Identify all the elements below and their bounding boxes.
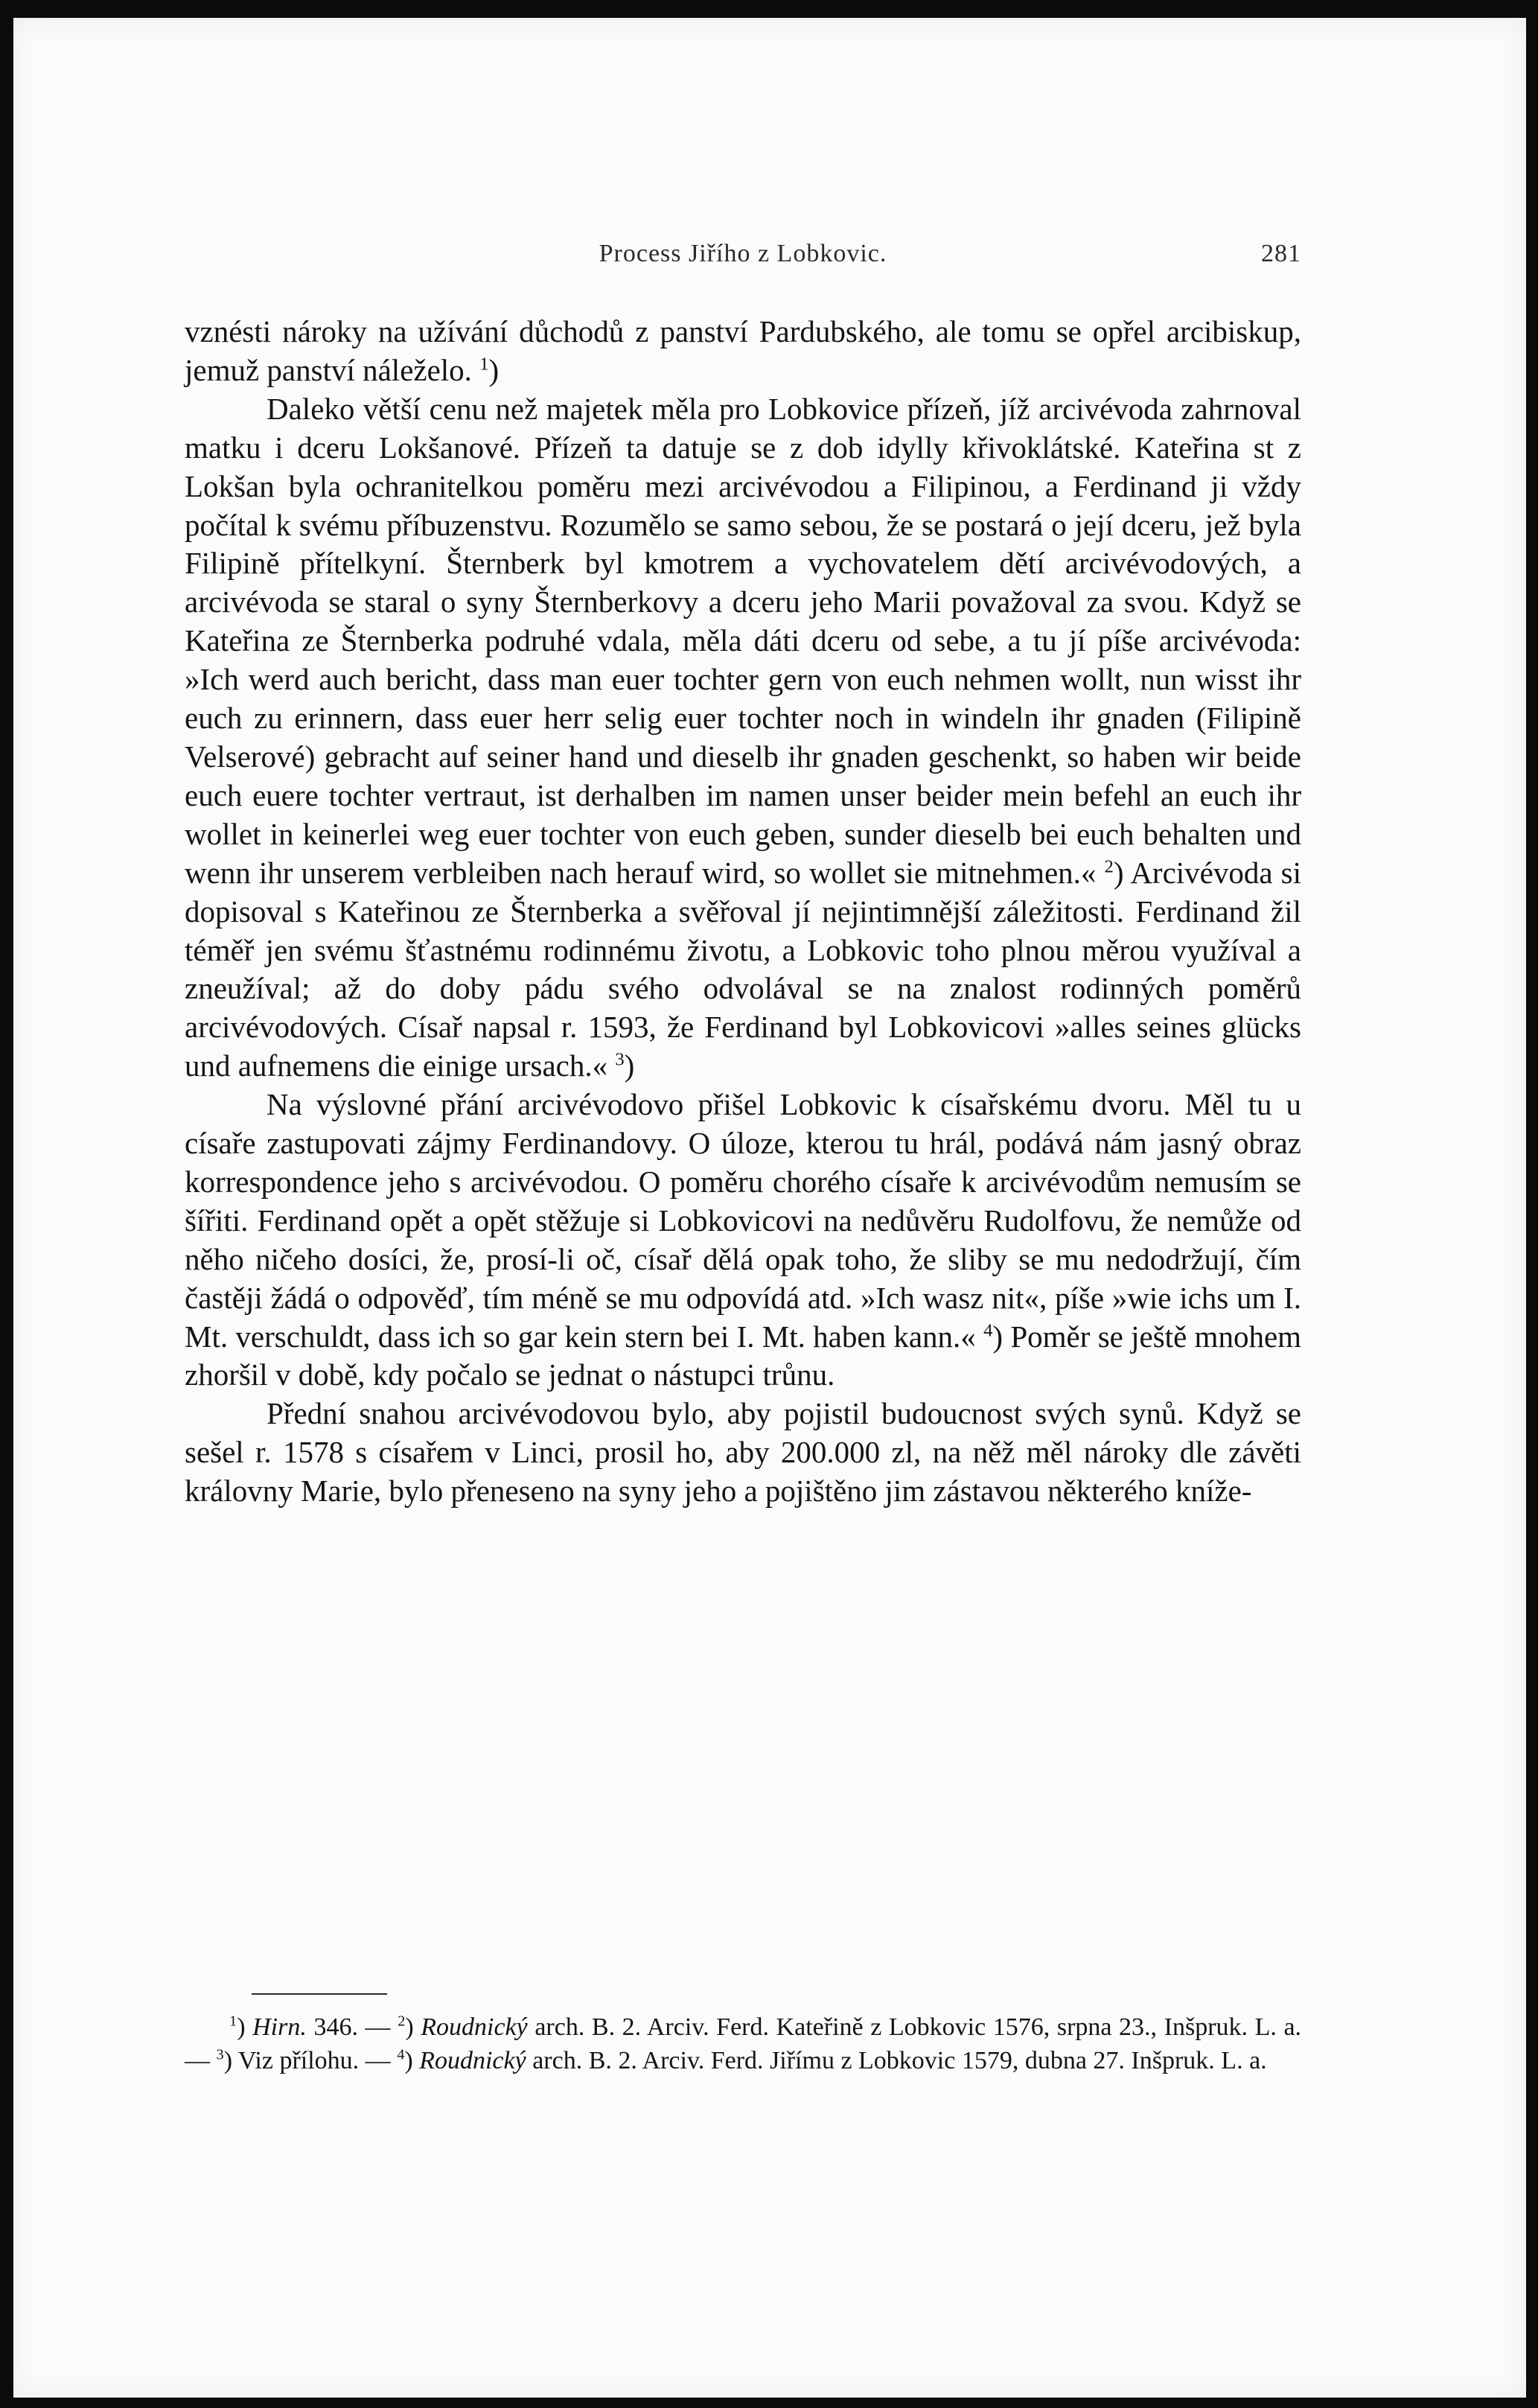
footnote-ref-3: 3: [615, 1049, 625, 1070]
paragraph-2a-text: Daleko větší cenu než majetek měla pro Lobkovice přízeň, jíž arcivévoda zahrnoval matku i dceru Lokšanové. Přízeň ta datuje se z dob idylly křivoklátské. Kateřina st z Lokšan byla ochranitelkou poměru mezi arcivévodou a Filipinou, a Ferdinand ji vždy počítal k svému příbuzenstvu. Rozumělo se samo sebou, že se postará o její dceru, jež byla Filipině přítelkyní. Šternberk byl kmotrem a vychovatelem dětí arcivévodových, a arcivévoda se staral o syny Šternberkovy a dceru jeho Marii považoval za svou. Když se Kateřina ze Šternberka podruhé vdala, měla dáti dceru od sebe, a tu jí píše arcivévoda: »Ich werd auch bericht, dass man euer tochter gern von euch nehmen wollt, nun wisst ihr euch zu erinnern, dass euer herr selig euer tochter noch in windeln ihr gnaden (Filipině Velserové) gebracht auf seiner hand und dieselb ihr gnaden geschenkt, so haben wir beide euch euere tochter vertraut, ist derhalben im namen unser beider mein befehl an euch ihr wollet in keinerlei weg euer tochter von euch geben, sunder dieselb bei euch behalten und wenn ihr unserem verbleiben nach herauf wird, so wollet sie mitnehmen.«: [185, 391, 1301, 890]
footnote-ref-4: 4: [983, 1319, 993, 1340]
footnote-4-author: Roudnický: [419, 2047, 526, 2074]
footnote-1-mark: 1: [229, 2013, 237, 2030]
paragraph-2: Daleko větší cenu než majetek měla pro Lobkovice přízeň, jíž arcivévoda zahrnoval matku i dceru Lokšanové. Přízeň ta datuje se z dob idylly křivoklátské. Kateřina st z Lokšan byla ochranitelkou poměru mezi arcivévodou a Filipinou, a Ferdinand ji vždy počítal k svému příbuzenstvu. Rozumělo se samo sebou, že se postará o její dceru, jež byla Filipině přítelkyní. Šternberk byl kmotrem a vychovatelem dětí arcivévodových, a arcivévoda se staral o syny Šternberkovy a dceru jeho Marii považoval za svou. Když se Kateřina ze Šternberka podruhé vdala, měla dáti dceru od sebe, a tu jí píše arcivévoda: »Ich werd auch bericht, dass man euer tochter gern von euch nehmen wollt, nun wisst ihr euch zu erinnern, dass euer herr selig euer tochter noch in windeln ihr gnaden (Filipině Velserové) gebracht auf seiner hand und dieselb ihr gnaden geschenkt, so haben wir beide euch euere tochter vertraut, ist derhalben im namen unser beider mein befehl an euch ihr wollet in keinerlei weg euer tochter von euch geben, sunder dieselb bei euch behalten und wenn ihr unserem verbleiben nach herauf wird, so wollet sie mitnehmen.« $^2$) Arcivévoda si dopisoval s Kateřinou ze Šternberka a svěřoval jí nejintimnější záležitosti. Ferdinand žil téměř jen svému šťastnému rodinnému životu, a Lobkovic toho plnou měrou využíval a zneužíval; až do doby pádu svého odvolával se na znalost rodinných poměrů arcivévodových. Císař napsal r. 1593, že Ferdinand byl Lobkovicovi »alles seines glücks und aufnemens die einige ursach.« $^3$): [185, 391, 1302, 1083]
footnote-2-author: Roudnický: [421, 2013, 528, 2041]
footnote-1-author: Hirn.: [252, 2013, 307, 2041]
paragraph-1-text: vznésti nároky na užívání důchodů z panství Pardubského, ale tomu se opřel arcibiskup, jemuž panství náleželo.: [185, 314, 1301, 387]
footnote-rule: [252, 1993, 387, 1995]
footnote-ref-1: 1: [479, 354, 489, 375]
paragraph-3: Na výslovné přání arcivévodovo přišel Lobkovic k císařskému dvoru. Měl tu u císaře zastupovati zájmy Ferdinandovy. O úloze, kterou tu hrál, podává nám jasný obraz korrespondence jeho s arcivévodou. O poměru chorého císaře k arcivévodům nemusím se šířiti. Ferdinand opět a opět stěžuje si Lobkovicovi na nedůvěru Rudolfovu, že nemůže od něho ničeho dosíci, že, prosí-li oč, císař dělá opak toho, že sliby se mu nedodržují, čím častěji žádá o odpověď, tím méně se mu odpovídá atd. »Ich wasz nit«, píše »wie ichs um I. Mt. verschuldt, dass ich so gar kein stern bei I. Mt. haben kann.« $^4$) Poměr se ještě mnohem zhoršil v době, kdy počalo se jednat o nástupci trůnu.: [185, 1087, 1302, 1392]
footnotes: [185, 2010, 1301, 2077]
footnote-4-mark: 4: [397, 2046, 405, 2063]
paragraph-3b-text: Poměr se ještě mnohem zhoršil v době, kdy počalo se jednat o nástupci trůnu.: [185, 1319, 1302, 1392]
running-title: Process Jiřího z Lobkovic.: [599, 240, 887, 267]
footnote-1-ref: 346. —: [313, 2013, 391, 2041]
footnote-2-mark: 2: [398, 2013, 406, 2030]
page-number: 281: [1261, 240, 1301, 267]
paragraph-2b-text: Arcivévoda si dopisoval s Kateřinou ze Šternberka a svěřoval jí nejintimnější záležitosti. Ferdinand žil téměř jen svému šťastnému rodinnému životu, a Lobkovic toho plnou měrou využíval a zneužíval; až do doby pádu svého odvolával se na znalost rodinných poměrů arcivévodových. Císař napsal r. 1593, že Ferdinand byl Lobkovicovi »alles seines glücks und aufnemens die einige ursach.«: [185, 855, 1302, 1083]
footnote-block: $^1$) Hirn. 346. — $^2$) Roudnický arch. B. 2. Arciv. Ferd. Kateřině z Lobkovic 1576, srpna 23., Inšpruk. L. a. — $^3$) Viz přílohu. — $^4$) Roudnický arch. B. 2. Arciv. Ferd. Jiřímu z Lobkovic 1579, dubna 27. Inšpruk. L. a.: [185, 2013, 1302, 2074]
footnote-2-text: arch. B. 2. Arciv. Ferd. Kateřině z Lobkovic 1576, srpna 23., Inšpruk. L. a. —: [185, 2013, 1302, 2074]
paragraph-1: vznésti nároky na užívání důchodů z panství Pardubského, ale tomu se opřel arcibiskup, jemuž panství náleželo. $^1$): [185, 314, 1301, 387]
footnote-3-text: Viz přílohu. —: [237, 2047, 391, 2074]
footnote-ref-2: 2: [1104, 856, 1114, 877]
paragraph-4: [185, 1395, 1301, 1511]
footnote-3-mark: 3: [216, 2046, 224, 2063]
running-head: [185, 240, 1301, 284]
paragraph-3a-text: Na výslovné přání arcivévodovo přišel Lobkovic k císařskému dvoru. Měl tu u císaře zastupovati zájmy Ferdinandovy. O úloze, kterou tu hrál, podává nám jasný obraz korrespondence jeho s arcivévodou. O poměru chorého císaře k arcivévodům nemusím se šířiti. Ferdinand opět a opět stěžuje si Lobkovicovi na nedůvěru Rudolfovu, že nemůže od něho ničeho dosíci, že, prosí-li oč, císař dělá opak toho, že sliby se mu nedodržují, čím častěji žádá o odpověď, tím méně se mu odpovídá atd. »Ich wasz nit«, píše »wie ichs um I. Mt. verschuldt, dass ich so gar kein stern bei I. Mt. haben kann.«: [185, 1087, 1301, 1354]
footnote-4-text: arch. B. 2. Arciv. Ferd. Jiřímu z Lobkovic 1579, dubna 27. Inšpruk. L. a.: [532, 2047, 1267, 2074]
paragraph-4-text: Přední snahou arcivévodovou bylo, aby pojistil budoucnost svých synů. Když se sešel r. 1578 s císařem v Linci, prosil ho, aby 200.000 zl, na něž měl nároky dle závěti královny Marie, bylo přeneseno na syny jeho a pojištěno jim zástavou některého kníže-: [185, 1396, 1301, 1509]
main-text: [185, 313, 1301, 1511]
